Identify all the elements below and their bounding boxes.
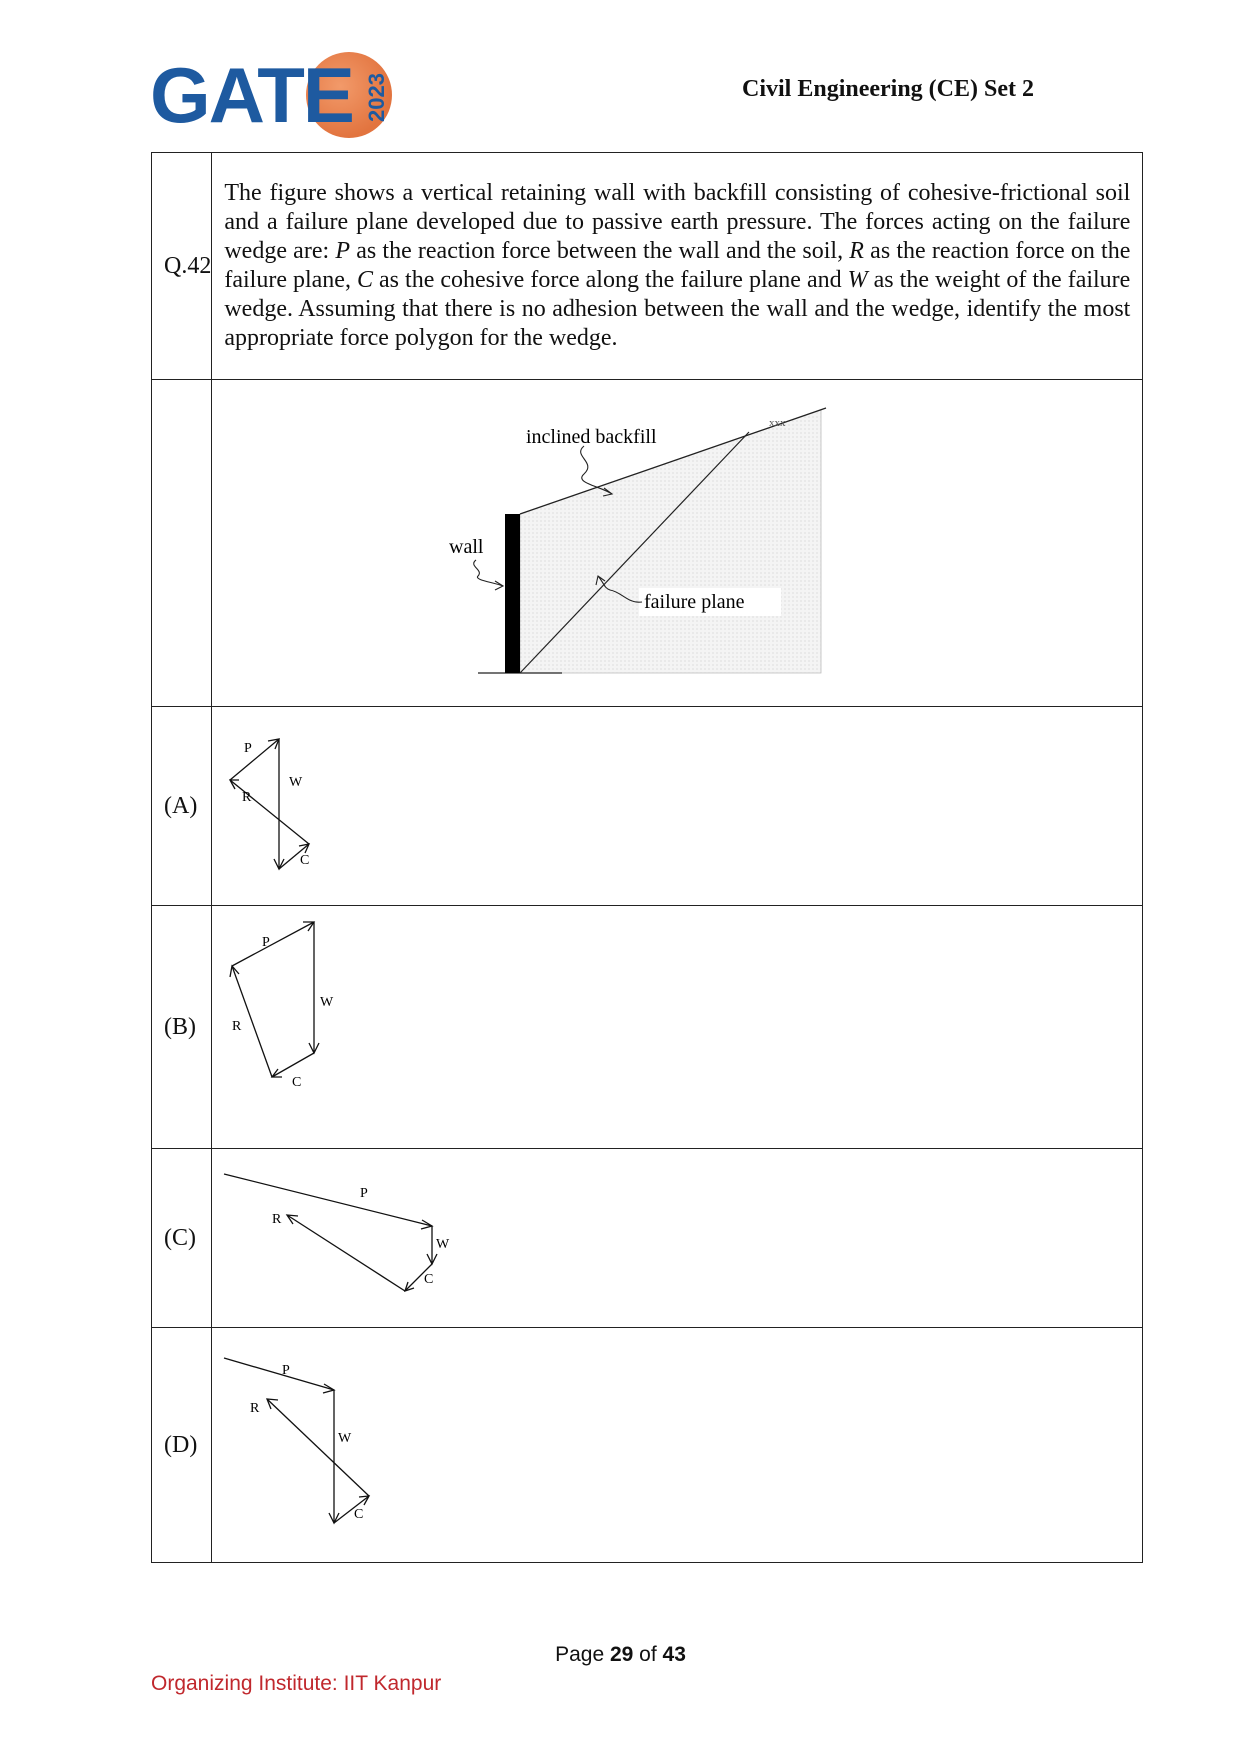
wall-leader — [474, 560, 503, 586]
vector-c — [334, 1496, 369, 1523]
label-w: W — [289, 775, 303, 790]
label-p: P — [282, 1363, 291, 1378]
question-row — [152, 153, 1143, 380]
label-c: C — [300, 853, 310, 868]
label-c: C — [292, 1075, 302, 1090]
vector-r — [287, 1215, 405, 1291]
label-wall: wall — [449, 536, 484, 558]
logo-year: 2023 — [364, 73, 389, 123]
retaining-wall-figure — [212, 380, 1142, 706]
vector-p — [224, 1358, 334, 1390]
option-b-diagram-cell[interactable] — [212, 906, 1143, 1149]
force-polygon-d — [212, 1328, 412, 1562]
force-polygon-c — [212, 1149, 472, 1327]
option-d-label[interactable]: (D) — [152, 1328, 212, 1563]
label-c: C — [354, 1507, 364, 1522]
label-r: R — [272, 1212, 282, 1227]
label-p: P — [244, 741, 253, 756]
option-d-row[interactable] — [152, 1328, 1143, 1563]
option-d-diagram-cell[interactable] — [212, 1328, 1143, 1563]
backfill-soil — [520, 410, 821, 673]
vector-p — [224, 1174, 432, 1226]
option-c-row[interactable] — [152, 1149, 1143, 1328]
label-p: P — [360, 1186, 369, 1201]
option-b-row[interactable] — [152, 906, 1143, 1149]
vector-c — [272, 1053, 314, 1077]
label-failure-plane: failure plane — [644, 591, 745, 613]
logo-text: GATE — [150, 51, 353, 139]
surface-marks: xxx — [769, 417, 786, 429]
vector-p — [230, 739, 279, 780]
question-text: The figure shows a vertical retaining wall with backfill consisting of cohesive-frictional soil and a failure plane developed due to passive earth pressure. The forces acting on the failure wedge are: P as the reaction force between the wall and the soil, R as the reaction force on the failure plane, C as the cohesive force along the failure plane and W as the weight of the failure wedge. Assuming that there is no adhesion between the wall and the wedge, identify the most appropriate force polygon for the wedge. — [224, 180, 1131, 351]
label-w: W — [436, 1237, 450, 1252]
retaining-wall — [505, 514, 520, 673]
label-r: R — [250, 1401, 260, 1416]
label-p: P — [262, 935, 271, 950]
question-number: Q.42 — [152, 153, 212, 380]
label-w: W — [320, 995, 334, 1010]
wall-leader-arrow — [495, 581, 503, 590]
option-c-label[interactable]: (C) — [152, 1149, 212, 1328]
vector-p — [232, 922, 314, 966]
page-number: Page 29 of 43 — [555, 1643, 686, 1666]
retaining-wall-figure-cell — [212, 380, 1143, 707]
paper-title: Civil Engineering (CE) Set 2 — [742, 76, 1034, 102]
force-polygon-b — [212, 906, 412, 1148]
option-a-row[interactable] — [152, 707, 1143, 906]
option-a-label[interactable]: (A) — [152, 707, 212, 906]
organizing-institute: Organizing Institute: IIT Kanpur — [151, 1672, 442, 1695]
option-a-diagram-cell[interactable] — [212, 707, 1143, 906]
option-b-label[interactable]: (B) — [152, 906, 212, 1149]
label-inclined-backfill: inclined backfill — [526, 426, 657, 448]
label-r: R — [242, 790, 252, 805]
force-polygon-a — [212, 707, 412, 905]
vector-r — [267, 1399, 369, 1496]
label-w: W — [338, 1431, 352, 1446]
figure-row — [152, 380, 1143, 707]
option-c-diagram-cell[interactable] — [212, 1149, 1143, 1328]
question-text-cell — [212, 153, 1143, 380]
gate-logo — [150, 50, 390, 145]
label-c: C — [424, 1272, 434, 1287]
label-r: R — [232, 1019, 242, 1034]
question-table — [151, 152, 1143, 1563]
